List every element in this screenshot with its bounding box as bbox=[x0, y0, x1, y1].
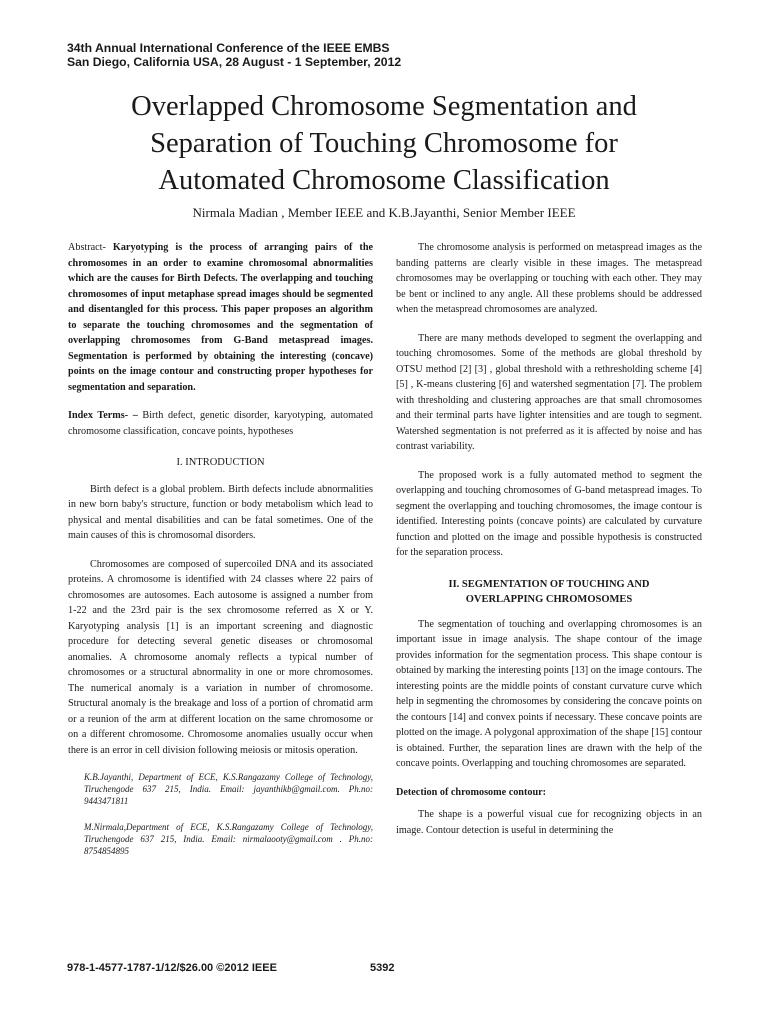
section-heading-line: II. SEGMENTATION OF TOUCHING AND bbox=[448, 578, 650, 590]
abstract bbox=[68, 240, 373, 395]
left-column bbox=[68, 240, 373, 857]
body-paragraph: The shape is a powerful visual cue for recognizing objects in an image. Contour detection is useful in determining the bbox=[396, 809, 702, 836]
paper-title bbox=[60, 88, 708, 199]
page-number: 5392 bbox=[370, 962, 395, 974]
index-terms-text: Birth defect, genetic disorder, karyotyping, automated chromosome classification, concave points, hypotheses bbox=[68, 410, 374, 437]
index-terms bbox=[68, 408, 373, 439]
intro-paragraph: Chromosomes are composed of supercoiled DNA and its associated proteins. A chromosome is identified with 24 classes where 22 pairs of chromosomes are autosomes. Each autosome is assigned a number from 1-22 and the 23rd pair is the sex chromosome referred as X or Y. Karyotyping analysis [1] is an important screening and diagnostic procedure for detecting several genetic diseases or chromosomal anomalies. A chromosome anomaly reflects a typical number of chromosomes or a structural abnormality in one or more chromosomes. The numerical anomaly is a variation in number of chromosome. Structural anomaly is the breakage and loss of a portion of chromatid arm or a reunion of the arm at different location on the same chromosome or on a different chromosome. Chromosome anomalies usually occur when there is an error in cell division following meiosis or mitosis operation. bbox=[68, 558, 373, 756]
conference-name: 34th Annual International Conference of the IEEE EMBS bbox=[67, 41, 390, 55]
body-paragraph: The segmentation of touching and overlapping chromosomes is an important issue in image analysis. The shape contour of the image provides information for the segmentation process. This shape contour is obtained by marking the interesting points [13] on the image contours. The interesting points are the middle points of constant curvature curve which help in segmenting the chromosomes by considering the concave points on the contours [14] and convex points if necessary. These concave points are plotted on the image. A polygonal approximation of the shape [15] contour is obtained. Further, the separation lines are drawn with the help of the concave points. Overlapping and touching chromosomes are separated. bbox=[396, 618, 702, 769]
subsection-heading: Detection of chromosome contour: bbox=[396, 786, 547, 798]
abstract-text: Karyotyping is the process of arranging pairs of the chromosomes in an order to examine chromosomal abnormalities which are the causes for Birth Defects. The overlapping and touching chromosomes of input metaphase spread images should be segmented and disentangled for this process. This paper proposes an algorithm to separate the touching chromosomes and the segmentation of overlapping chromosomes from G-Band metaspread images. Segmentation is performed by obtaining the interesting (concave) points on the image contour and constructing proper hypotheses for segmentation and separation. bbox=[68, 242, 374, 393]
section-heading-segmentation bbox=[396, 577, 702, 608]
section-heading-introduction: I. INTRODUCTION bbox=[176, 457, 265, 468]
abstract-label: Abstract- bbox=[68, 242, 106, 253]
title-line: Overlapped Chromosome Segmentation and bbox=[131, 91, 637, 122]
section-heading-line: OVERLAPPING CHROMOSOMES bbox=[465, 594, 633, 605]
title-line: Separation of Touching Chromosome for bbox=[150, 128, 618, 159]
right-column bbox=[396, 240, 702, 838]
conference-location: San Diego, California USA, 28 August - 1 September, 2012 bbox=[67, 55, 402, 69]
index-terms-label: Index Terms- – bbox=[68, 410, 138, 421]
conference-header bbox=[67, 41, 401, 69]
author-affiliation: K.B.Jayanthi, Department of ECE, K.S.Rangazamy College of Technology, Tiruchengode 637 215, India. Email: jayanthikb@gmail.com. Ph.no: 9443471811 bbox=[84, 772, 373, 807]
body-paragraph: There are many methods developed to segment the overlapping and touching chromosomes. Some of the methods are global threshold by OTSU method [2] [3] , global threshold with a rethresholding scheme [4] [5] , K-means clustering [6] and watershed segmentation [7]. The problem with thresholding and clustering approaches are that small chromosomes and their terminal parts have lighter intensities and are tough to segment. Watershed segmentation is not preferred as it is affected by noise and has contrast variability. bbox=[396, 332, 702, 452]
title-line: Automated Chromosome Classification bbox=[158, 165, 610, 196]
intro-paragraph: Birth defect is a global problem. Birth defects include abnormalities in new born baby's structure, function or body metabolism which lead to physical and mental disabilities and can be fatal sometimes. One of the main causes of this is chromosomal disorders. bbox=[68, 483, 373, 541]
authors: Nirmala Madian , Member IEEE and K.B.Jayanthi, Senior Member IEEE bbox=[192, 205, 576, 220]
author-affiliation: M.Nirmala,Department of ECE, K.S.Rangazamy College of Technology, Tiruchengode 637 215, India. Email: nirmalaooty@gmail.com . Ph.no: 8754854895 bbox=[84, 821, 373, 857]
body-paragraph: The chromosome analysis is performed on metaspread images as the banding patterns are clearly visible in these images. The metaspread chromosomes may be overlapping or touching with each other. They may be bent or inclined to any angle. All these problems should be addressed when the metaspread chromosomes are analyzed. bbox=[396, 242, 702, 315]
footer-isbn: 978-1-4577-1787-1/12/$26.00 ©2012 IEEE bbox=[67, 962, 277, 974]
body-paragraph: The proposed work is a fully automated method to segment the overlapping and touching chromosomes of G-band metaspread images. To segment the overlapping and touching chromosomes, the image contour is identified. Interesting points (concave points) are calculated by curvature function and plotted on the image and possible hypothesis is constructed for the separation process. bbox=[396, 469, 702, 558]
